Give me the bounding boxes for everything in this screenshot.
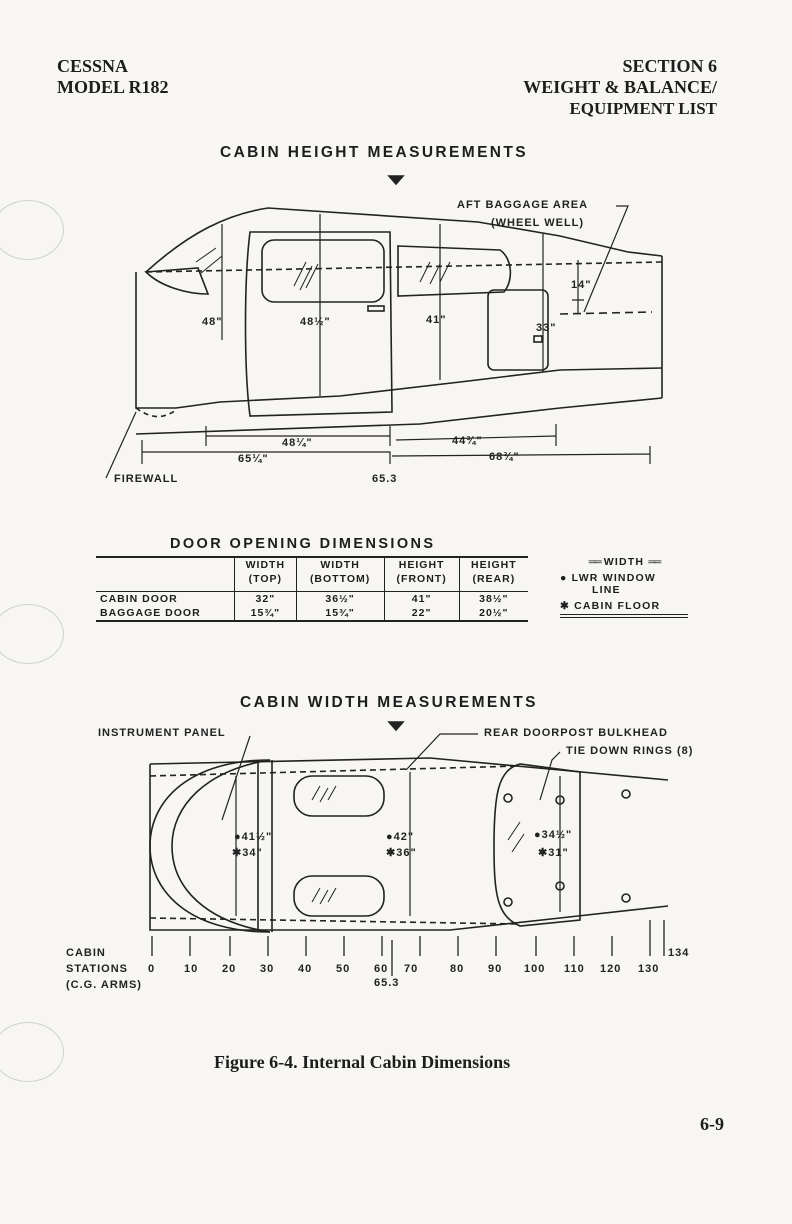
column-subheader: (BOTTOM)	[296, 572, 384, 592]
station-tick-label: 40	[298, 963, 313, 975]
width-floor-label: ✱36"	[386, 847, 417, 859]
height-label: 48"	[202, 316, 223, 328]
station-tick-label: 70	[404, 963, 419, 975]
section-number: SECTION 6	[622, 56, 717, 76]
column-header	[96, 557, 235, 572]
station-tick-label: 20	[222, 963, 237, 975]
column-subheader: (FRONT)	[384, 572, 459, 592]
wheel-well-label: (WHEEL WELL)	[491, 217, 585, 229]
section-subtitle: EQUIPMENT LIST	[569, 99, 717, 118]
tie-down-ring-icon	[504, 898, 512, 906]
legend-window-line-2: LINE	[592, 584, 621, 596]
station-tick-label: 130	[638, 963, 660, 975]
binder-hole	[0, 604, 64, 664]
section-title: WEIGHT & BALANCE/	[523, 77, 717, 97]
table-cell: 15¾"	[296, 606, 384, 621]
column-subheader: (REAR)	[459, 572, 528, 592]
legend-cabin-floor: ✱ CABIN FLOOR	[560, 600, 661, 612]
divider	[560, 614, 688, 615]
figure-caption: Figure 6-4. Internal Cabin Dimensions	[214, 1052, 511, 1072]
table-cell: 41"	[384, 592, 459, 607]
station-mark-label: 65.3	[374, 977, 400, 989]
door-table-title: DOOR OPENING DIMENSIONS	[170, 536, 436, 552]
column-subheader: (TOP)	[235, 572, 296, 592]
door-dimensions-table	[96, 556, 528, 622]
table-cell: 15¾"	[235, 606, 296, 621]
table-cell: BAGGAGE DOOR	[96, 606, 235, 621]
table-row	[96, 606, 528, 621]
length-label: 68¾"	[489, 451, 520, 463]
station-tick-label: 100	[524, 963, 546, 975]
tie-down-ring-icon	[622, 790, 630, 798]
table-cell: 20½"	[459, 606, 528, 621]
legend	[560, 556, 688, 620]
height-label: 41"	[426, 314, 447, 326]
length-label: 65¼"	[238, 453, 269, 465]
tie-down-ring-icon	[504, 794, 512, 802]
height-label: 14"	[571, 279, 592, 291]
direction-arrow-icon	[389, 176, 403, 184]
table-cell: 36½"	[296, 592, 384, 607]
station-tick-label: 120	[600, 963, 622, 975]
table-cell: 32"	[235, 592, 296, 607]
station-tick-label: 80	[450, 963, 465, 975]
stations-label: (C.G. ARMS)	[66, 979, 142, 991]
height-label: 33"	[536, 322, 557, 334]
station-tick-label: 134	[668, 947, 690, 959]
divider	[560, 617, 688, 618]
table-row	[96, 592, 528, 607]
length-label: 44¾"	[452, 435, 483, 447]
page-header-left	[57, 56, 169, 98]
stations-label: CABIN	[66, 947, 106, 959]
width-window-label: ●42"	[386, 831, 415, 843]
legend-window-line: ● LWR WINDOW	[560, 572, 656, 584]
table-cell: 38½"	[459, 592, 528, 607]
station-tick-label: 110	[564, 963, 585, 975]
binder-hole	[0, 1022, 64, 1082]
width-floor-label: ✱31"	[538, 847, 569, 859]
model: MODEL R182	[57, 77, 169, 97]
length-label: 48¼"	[282, 437, 313, 449]
column-header: HEIGHT	[384, 557, 459, 572]
cabin-height-title: CABIN HEIGHT MEASUREMENTS	[220, 144, 529, 161]
aft-baggage-label: AFT BAGGAGE AREA	[457, 199, 589, 211]
page-number: 6-9	[700, 1114, 724, 1134]
station-tick-label: 90	[488, 963, 503, 975]
tie-down-ring-icon	[622, 894, 630, 902]
cabin-width-diagram	[0, 710, 792, 1000]
fuselage-outline	[146, 208, 662, 272]
firewall-label: FIREWALL	[114, 473, 179, 485]
station-tick-label: 30	[260, 963, 275, 975]
cabin-height-diagram	[0, 160, 792, 500]
station-tick-label: 50	[336, 963, 351, 975]
page-header-right	[523, 56, 717, 119]
rear-doorpost-label: REAR DOORPOST BULKHEAD	[484, 727, 668, 739]
stations-label: STATIONS	[66, 963, 128, 975]
width-floor-label: ✱34"	[232, 847, 263, 859]
table-cell: CABIN DOOR	[100, 593, 178, 605]
instrument-panel-label: INSTRUMENT PANEL	[98, 727, 226, 739]
station-tick-label: 10	[184, 963, 199, 975]
column-header: HEIGHT	[459, 557, 528, 572]
column-subheader	[96, 572, 235, 592]
height-label: 48½"	[300, 316, 331, 328]
legend-width: ══ WIDTH ══	[588, 556, 660, 568]
column-header: WIDTH	[235, 557, 296, 572]
direction-arrow-icon	[389, 722, 403, 730]
width-window-label: ●34½"	[534, 829, 573, 841]
table-cell: 22"	[384, 606, 459, 621]
cabin-width-title: CABIN WIDTH MEASUREMENTS	[240, 694, 538, 711]
station-tick-label: 60	[374, 963, 389, 975]
width-window-label: ●41½"	[234, 831, 273, 843]
station-tick-label: 0	[148, 963, 156, 975]
tie-down-label: TIE DOWN RINGS (8)	[566, 745, 694, 757]
station-label: 65.3	[372, 473, 398, 485]
column-header: WIDTH	[296, 557, 384, 572]
manufacturer: CESSNA	[57, 56, 129, 76]
